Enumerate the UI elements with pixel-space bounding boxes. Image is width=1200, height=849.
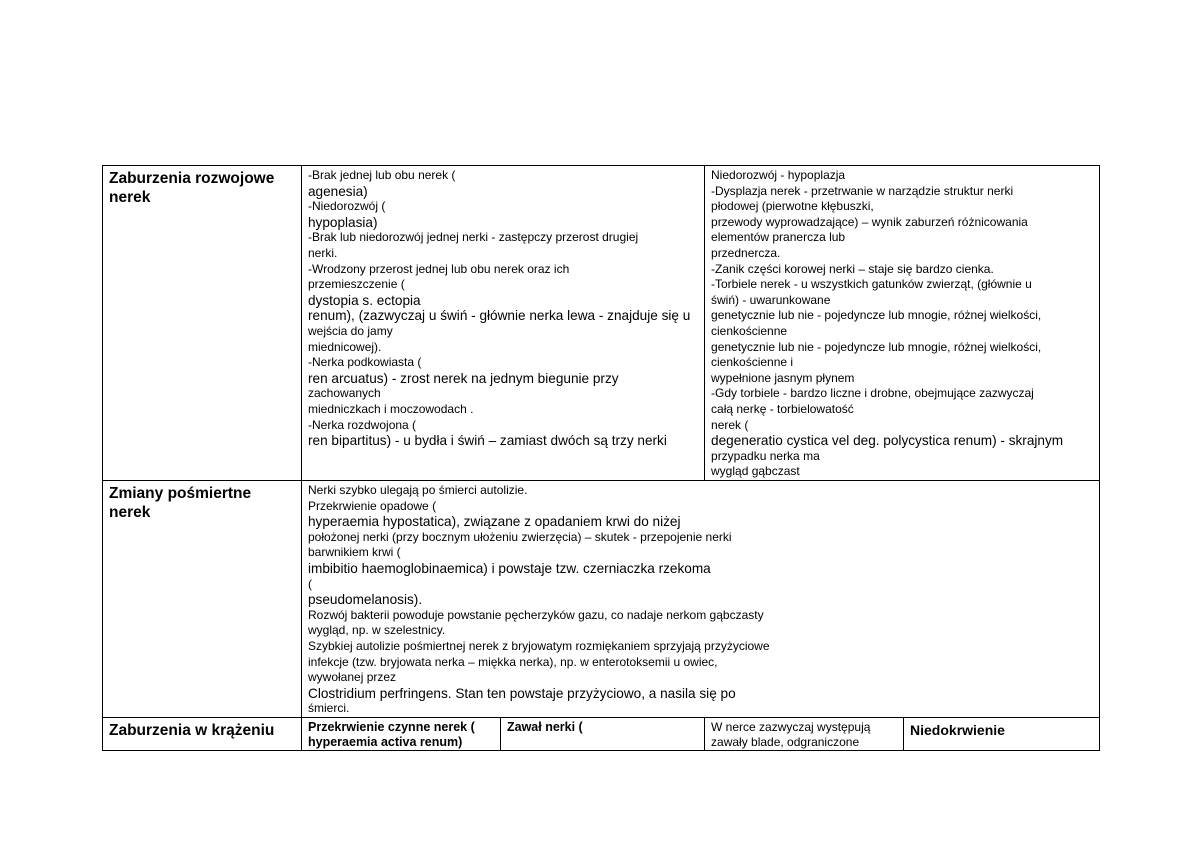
ischemia-cell: Niedokrwienie	[904, 717, 1100, 750]
text-line: infekcje (tzw. bryjowata nerka – miękka nerka), np. w enterotoksemii u owiec,	[308, 654, 718, 669]
text-line: -Brak lub niedorozwój jednej nerki - zastępczy przerost drugiej	[308, 230, 639, 245]
text-line: pseudomelanosis).	[308, 592, 423, 608]
row-circulation	[103, 717, 1100, 750]
notes-table	[102, 165, 1100, 751]
postmortem-text	[302, 481, 1100, 718]
text-line: cienkościenne i	[711, 355, 794, 370]
text-line: przemieszczenie (	[308, 277, 405, 292]
text-line: wywołanej przez	[308, 670, 397, 685]
text-line: -Brak jednej lub obu nerek (	[308, 168, 456, 182]
text-line: -Zanik części korowej nerki – staje się bardzo cienka.	[711, 261, 994, 276]
text-line: -Nerka rozdwojona (	[308, 417, 417, 432]
text-line: renum), (zazwyczaj u świń - głównie nerka lewa - znajduje się u	[308, 308, 691, 324]
text-line: ren arcuatus) - zrost nerek na jednym biegunie przy	[308, 370, 619, 386]
text-line: -Gdy torbiele - bardzo liczne i drobne, obejmujące zazwyczaj	[711, 386, 1034, 401]
text-line: miedniczkach i moczowodach .	[308, 401, 474, 416]
infarct-cell: Zawał nerki (	[501, 717, 705, 750]
text-line: płodowej (pierwotne kłębuszki,	[711, 199, 874, 214]
text-line: przednercza.	[711, 245, 781, 260]
text-line: elementów pranercza lub	[711, 230, 846, 245]
text-line: śmierci.	[308, 701, 350, 716]
text-line: hypoplasia)	[308, 214, 378, 230]
text-line: (	[308, 576, 312, 591]
text-line: -Wrodzony przerost jednej lub obu nerek oraz ich	[308, 261, 570, 276]
text-line: -Dysplazja nerek - przetrwanie w narządzie struktur nerki	[711, 183, 1014, 198]
infarct-desc-cell: W nerce zazwyczaj występują zawały blade, odgraniczone	[705, 717, 904, 750]
text-line: -Niedorozwój (	[308, 199, 386, 214]
text-line: Szybkiej autolizie pośmiertnej nerek z bryjowatym rozmiękaniem sprzyjają przyżyciowe	[308, 638, 770, 653]
text-line: Nerki szybko ulegają po śmierci autolizie.	[308, 483, 528, 497]
text-line: -Torbiele nerek - u wszystkich gatunków zwierząt, (głównie u	[711, 277, 1032, 292]
text-line: przewody wyprowadzające) – wynik zaburzeń różnicowania	[711, 214, 1028, 229]
row-heading: Zaburzenia w krążeniu	[103, 717, 302, 750]
text-line: przypadku nerka ma	[711, 448, 820, 463]
text-line: nerek (	[711, 417, 749, 432]
text-line: barwnikiem krwi (	[308, 545, 401, 560]
active-hyperaemia-cell: Przekrwienie czynne nerek ( hyperaemia activa renum)	[302, 717, 501, 750]
text-line: imbibitio haemoglobinaemica) i powstaje tzw. czerniaczka rzekoma	[308, 560, 711, 576]
text-line: genetycznie lub nie - pojedyncze lub mnogie, różnej wielkości,	[711, 339, 1042, 354]
text-line: wypełnione jasnym płynem	[711, 370, 855, 385]
developmental-col1	[302, 166, 705, 481]
text-line: miednicowej).	[308, 339, 382, 354]
text-line: Rozwój bakterii powoduje powstanie pęcherzyków gazu, co nadaje nerkom gąbczasty	[308, 607, 764, 622]
text-line: wejścia do jamy	[308, 323, 393, 338]
text-line: dystopia s. ectopia	[308, 292, 421, 308]
text-line: zachowanych	[308, 386, 381, 401]
text-line: całą nerkę - torbielowatość	[711, 401, 854, 416]
text-line: wygląd, np. w szelestnicy.	[308, 623, 446, 638]
text-line: nerki.	[308, 245, 338, 260]
text-line: Clostridium perfringens. Stan ten powstaje przyżyciowo, a nasila się po	[308, 685, 736, 701]
developmental-col2	[705, 166, 1100, 481]
text-line: Przekrwienie opadowe (	[308, 498, 437, 513]
text-line: świń) - uwarunkowane	[711, 292, 831, 307]
text-line: cienkościenne	[711, 323, 788, 338]
text-line: agenesia)	[308, 183, 368, 199]
row-heading: Zmiany pośmiertne nerek	[103, 481, 302, 718]
row-developmental	[103, 166, 1100, 481]
text-line: Niedorozwój - hypoplazja	[711, 168, 846, 182]
text-line: degeneratio cystica vel deg. polycystica renum) - skrajnym	[711, 433, 1064, 449]
text-line: -Nerka podkowiasta (	[308, 355, 422, 370]
row-postmortem	[103, 481, 1100, 718]
text-line: hyperaemia hypostatica), związane z opadaniem krwi do niżej	[308, 514, 681, 530]
text-line: genetycznie lub nie - pojedyncze lub mnogie, różnej wielkości,	[711, 308, 1042, 323]
text-line: położonej nerki (przy bocznym ułożeniu zwierzęcia) – skutek - przepojenie nerki	[308, 529, 732, 544]
row-heading: Zaburzenia rozwojowe nerek	[103, 166, 302, 481]
text-line: wygląd gąbczast	[711, 464, 800, 479]
text-line: ren bipartitus) - u bydła i świń – zamiast dwóch są trzy nerki	[308, 433, 667, 449]
